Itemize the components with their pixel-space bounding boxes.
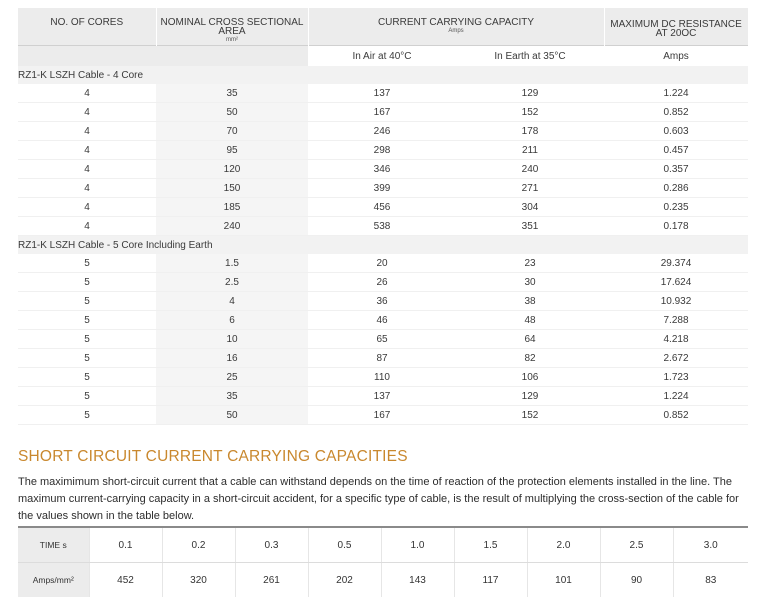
cell-in-air: 110 <box>308 368 456 387</box>
cell-area: 95 <box>156 141 308 160</box>
cell-cores: 5 <box>18 311 156 330</box>
cell-cores: 5 <box>18 387 156 406</box>
cell-cores: 4 <box>18 179 156 198</box>
cell-cores: 4 <box>18 141 156 160</box>
cell-cores: 4 <box>18 198 156 217</box>
cell-area: 2.5 <box>156 273 308 292</box>
cell-cores: 4 <box>18 84 156 103</box>
description-paragraph: The maximimum short-circuit current that a cable can withstand depends on the time of reaction of the protection elements installed in the line. The maximum current-carrying capacity in a short-circuit accident, for a specific type of cable, is the result of multiplying the cross-section of the cable for the values shown in the table below. <box>18 476 739 522</box>
cell-in-earth: 304 <box>456 198 604 217</box>
cell-resistance: 0.603 <box>604 122 748 141</box>
cell-resistance: 0.357 <box>604 160 748 179</box>
table-row <box>18 141 748 160</box>
cell-in-earth: 211 <box>456 141 604 160</box>
cell-resistance: 1.224 <box>604 387 748 406</box>
cell-resistance: 0.852 <box>604 406 748 425</box>
cell-in-earth: 64 <box>456 330 604 349</box>
amps-value: 261 <box>235 563 308 598</box>
cell-area: 185 <box>156 198 308 217</box>
cell-in-earth: 178 <box>456 122 604 141</box>
cell-area: 50 <box>156 103 308 122</box>
cell-in-air: 26 <box>308 273 456 292</box>
cell-area: 70 <box>156 122 308 141</box>
time-value: 0.2 <box>162 527 235 563</box>
cell-in-air: 137 <box>308 84 456 103</box>
section-title: SHORT CIRCUIT CURRENT CARRYING CAPACITIES <box>18 448 408 465</box>
cell-cores: 5 <box>18 349 156 368</box>
cell-in-earth: 82 <box>456 349 604 368</box>
cell-resistance: 1.723 <box>604 368 748 387</box>
cell-cores: 4 <box>18 103 156 122</box>
cell-resistance: 0.286 <box>604 179 748 198</box>
cell-cores: 5 <box>18 292 156 311</box>
amps-value: 83 <box>705 574 717 586</box>
cell-cores: 5 <box>18 368 156 387</box>
cell-in-air: 246 <box>308 122 456 141</box>
cell-resistance: 7.288 <box>604 311 748 330</box>
short-circuit-table <box>18 526 748 597</box>
cell-resistance: 29.374 <box>604 254 748 273</box>
amps-value: 143 <box>381 563 454 598</box>
cell-in-earth: 152 <box>456 103 604 122</box>
cell-in-earth: 152 <box>456 406 604 425</box>
amps-value: 101 <box>527 563 600 598</box>
cell-in-air: 167 <box>308 406 456 425</box>
cell-resistance: 17.624 <box>604 273 748 292</box>
cell-resistance: 0.235 <box>604 198 748 217</box>
amps-row <box>18 563 748 598</box>
cell-in-air: 36 <box>308 292 456 311</box>
cell-in-air: 167 <box>308 103 456 122</box>
table-row <box>18 160 748 179</box>
header-dc-resistance: MAXIMUM DC RESISTANCE AT 20OC <box>604 8 748 46</box>
time-value: 0.3 <box>235 527 308 563</box>
cell-in-earth: 129 <box>456 387 604 406</box>
subheader-blank <box>18 46 156 67</box>
section-heading: RZ1-K LSZH Cable - 4 Core <box>18 66 748 84</box>
section-heading-row <box>18 66 748 84</box>
cell-area: 120 <box>156 160 308 179</box>
cable-data-table <box>18 8 749 425</box>
cell-in-air: 87 <box>308 349 456 368</box>
cell-cores: 5 <box>18 330 156 349</box>
cell-in-earth: 30 <box>456 273 604 292</box>
cell-in-earth: 48 <box>456 311 604 330</box>
time-label: TIME s <box>18 527 89 563</box>
amps-value: 320 <box>162 563 235 598</box>
amps-value: 117 <box>454 563 527 598</box>
cell-resistance: 0.178 <box>604 217 748 236</box>
cell-cores: 4 <box>18 217 156 236</box>
cell-in-air: 456 <box>308 198 456 217</box>
amps-label: Amps/mm² <box>18 563 89 598</box>
cell-area: 10 <box>156 330 308 349</box>
table-header-row <box>18 8 748 46</box>
table-row <box>18 311 748 330</box>
table-row <box>18 387 748 406</box>
time-value: 2.5 <box>600 527 673 563</box>
cell-area: 35 <box>156 387 308 406</box>
time-value: 1.5 <box>454 527 527 563</box>
table-subheader-row <box>18 46 748 67</box>
table-row <box>18 84 748 103</box>
table-row <box>18 254 748 273</box>
cell-resistance: 10.932 <box>604 292 748 311</box>
header-carrying-capacity: CURRENT CARRYING CAPACITY Amps <box>308 8 604 46</box>
cell-cores: 5 <box>18 254 156 273</box>
amps-value: 452 <box>89 563 162 598</box>
cell-cores: 4 <box>18 160 156 179</box>
cell-cores: 4 <box>18 122 156 141</box>
table-row <box>18 349 748 368</box>
cell-cores: 5 <box>18 406 156 425</box>
table-row <box>18 217 748 236</box>
amps-value: 90 <box>600 563 673 598</box>
cell-in-earth: 129 <box>456 84 604 103</box>
cell-in-air: 298 <box>308 141 456 160</box>
table-row <box>18 368 748 387</box>
cell-area: 4 <box>156 292 308 311</box>
time-row <box>18 527 748 563</box>
subheader-amps: Amps <box>604 46 748 67</box>
cell-area: 6 <box>156 311 308 330</box>
cell-in-earth: 38 <box>456 292 604 311</box>
table-row <box>18 122 748 141</box>
cell-resistance: 2.672 <box>604 349 748 368</box>
subheader-in-earth: In Earth at 35°C <box>456 46 604 67</box>
table-row <box>18 330 748 349</box>
table-row <box>18 198 748 217</box>
header-cross-section: NOMINAL CROSS SECTIONAL AREA mm² <box>156 8 308 46</box>
section-heading-row <box>18 236 748 255</box>
cell-resistance: 1.224 <box>604 84 748 103</box>
cell-resistance: 0.457 <box>604 141 748 160</box>
cell-in-air: 46 <box>308 311 456 330</box>
section-heading: RZ1-K LSZH Cable - 5 Core Including Earth <box>18 236 748 255</box>
cell-area: 1.5 <box>156 254 308 273</box>
cell-in-air: 20 <box>308 254 456 273</box>
header-no-of-cores: NO. OF CORES <box>18 8 156 46</box>
cell-area: 16 <box>156 349 308 368</box>
subheader-in-air: In Air at 40°C <box>308 46 456 67</box>
table-row <box>18 406 748 425</box>
cell-area: 50 <box>156 406 308 425</box>
subheader-blank <box>156 46 308 67</box>
time-value: 0.5 <box>308 527 381 563</box>
cell-area: 240 <box>156 217 308 236</box>
cell-in-earth: 240 <box>456 160 604 179</box>
table-row <box>18 103 748 122</box>
cell-in-earth: 351 <box>456 217 604 236</box>
cell-in-earth: 23 <box>456 254 604 273</box>
cell-in-air: 137 <box>308 387 456 406</box>
cell-area: 35 <box>156 84 308 103</box>
time-value: 3.0 <box>673 527 748 563</box>
table-row <box>18 273 748 292</box>
table-row <box>18 292 748 311</box>
time-value: 1.0 <box>381 527 454 563</box>
cell-in-air: 346 <box>308 160 456 179</box>
cell-in-earth: 106 <box>456 368 604 387</box>
cell-in-air: 399 <box>308 179 456 198</box>
table-row <box>18 179 748 198</box>
cell-cores: 5 <box>18 273 156 292</box>
cell-in-earth: 271 <box>456 179 604 198</box>
cell-resistance: 4.218 <box>604 330 748 349</box>
cell-in-air: 65 <box>308 330 456 349</box>
time-value: 2.0 <box>527 527 600 563</box>
cell-in-air: 538 <box>308 217 456 236</box>
cell-area: 150 <box>156 179 308 198</box>
cell-resistance: 0.852 <box>604 103 748 122</box>
cell-area: 25 <box>156 368 308 387</box>
time-value: 0.1 <box>89 527 162 563</box>
amps-value: 202 <box>308 563 381 598</box>
